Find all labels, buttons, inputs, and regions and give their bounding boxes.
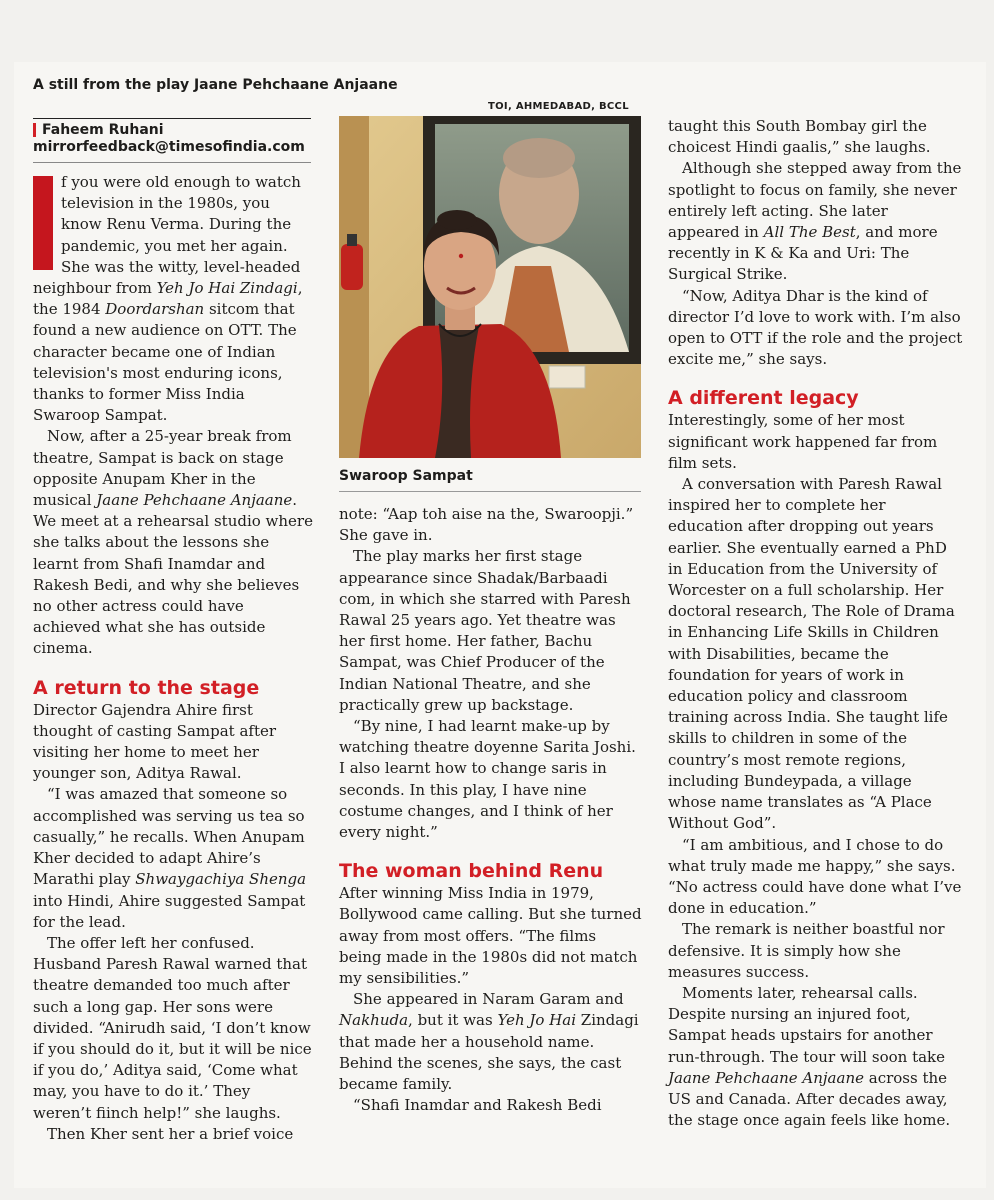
author-email: mirrorfeedback@timesofindia.com [33, 139, 305, 155]
subhead-different-legacy: A different legacy [668, 387, 859, 410]
paragraph: Although she stepped away from the spotlight to focus on family, she never entirely left acting. She later appeared in All The Best, and more recently in K & Ka and Uri: The Surgical Strike. [668, 159, 962, 284]
paragraph: She appeared in Naram Garam and Nakhuda, but it was Yeh Jo Hai Zindagi that made her a household name. Behind the scenes, she says, the cast became family. [339, 990, 639, 1094]
article-column-2 [339, 504, 643, 1116]
byline-divider [33, 162, 311, 163]
paragraph: After winning Miss India in 1979, Bollywood came calling. But she turned away from most offers. “The films being made in the 1980s did not match my sensibilities.” [339, 884, 642, 988]
paragraph: Interestingly, some of her most significant work happened far from film sets. [668, 411, 938, 472]
paragraph: The remark is neither boastful nor defensive. It is simply how she measures success. [668, 920, 945, 981]
drop-cap-i [33, 176, 53, 270]
paragraph: The offer left her confused. Husband Paresh Rawal warned that theatre demanded too much after such a long gap. Her sons were divided. “Anirudh said, ‘I don’t know if you should do it, but it will be nice if you do,’ Aditya said, ‘Come what may, you have to do it.’ They weren’t fiinch help!” she laughs. [33, 933, 312, 1122]
top-photo-caption: A still from the play Jaane Pehchaane Anjaane [33, 77, 398, 93]
paragraph: A conversation with Paresh Rawal inspired her to complete her education after dropping out years earlier. She eventually earned a PhD in Education from the University of Worcester on a full scholarship. Her doctoral research, The Role of Drama in Enhancing Life Skills in Children with Disabilities, became the foundation for years of work in education policy and classroom training across India. She taught life skills to children in some of the country’s most remote regions, including Bundeypada, a village whose name translates as “A Place Without God”. [668, 475, 955, 833]
paragraph: Now, after a 25-year break from theatre, Sampat is back on stage opposite Anupam Kher in the musical Jaane Pehchaane Anjaane. We meet at a rehearsal studio where she talks about the lessons she learnt from Shafi Inamdar and Rakesh Bedi, and why she believes no other actress could have achieved what she has outside cinema. [33, 427, 313, 658]
author-name: Faheem Ruhani [42, 122, 164, 138]
article-column-3 [668, 116, 964, 1131]
paragraph: “Shafi Inamdar and Rakesh Bedi [353, 1096, 602, 1115]
paragraph: “I was amazed that someone so accomplished was serving us tea so casually,” he recalls. When Anupam Kher decided to adapt Ahire’s Marathi play Shwaygachiya Shenga into Hindi, Ahire suggested Sampat for the lead. [33, 785, 307, 931]
article-column-1 [33, 172, 313, 1145]
paragraph: Moments later, rehearsal calls. Despite nursing an injured foot, Sampat heads upstairs for another run-through. The tour will soon take Jaane Pehchaane Anjaane across the US and Canada. After decades away, the stage once again feels like home. [668, 983, 951, 1130]
subhead-return-to-stage: A return to the stage [33, 676, 260, 699]
byline [33, 118, 311, 155]
portrait-photo [339, 116, 641, 458]
lead-paragraph: f you were old enough to watch television in the 1980s, you know Renu Verma. During the pandemic, you met her again. She was the witty, level-headed neighbour from Yeh Jo Hai Zindagi, the 1984 Doordarshan sitcom that found a new audience on OTT. The character became one of Indian television's most enduring icons, thanks to former Miss India Swaroop Sampat. [33, 173, 303, 425]
caption-divider [339, 491, 641, 492]
paragraph: “Now, Aditya Dhar is the kind of director I’d love to work with. I’m also open to OTT if the role and the project excite me,” she says. [668, 286, 963, 369]
paragraph: “By nine, I had learnt make-up by watching theatre doyenne Sarita Joshi. I also learnt how to change saris in seconds. In this play, I have nine costume changes, and I think of her every night.” [339, 717, 636, 842]
portrait-illustration [339, 116, 641, 458]
portrait-caption: Swaroop Sampat [339, 468, 473, 484]
paragraph: taught this South Bombay girl the choicest Hindi gaalis,” she laughs. [668, 117, 931, 157]
author-line [33, 122, 311, 138]
paragraph: Director Gajendra Ahire first thought of casting Sampat after visiting her home to meet her younger son, Aditya Rawal. [33, 700, 277, 783]
subhead-woman-behind-renu: The woman behind Renu [339, 860, 604, 883]
paragraph: Then Kher sent her a brief voice [47, 1124, 294, 1143]
byline-accent-bar [33, 123, 36, 137]
paragraph: The play marks her first stage appearance since Shadak/Barbaadi com, in which she starred with Paresh Rawal 25 years ago. Yet theatre was her first home. Her father, Bachu Sampat, was Chief Producer of the Indian National Theatre, and she practically grew up backstage. [339, 547, 631, 714]
paragraph: “I am ambitious, and I chose to do what truly made me happy,” she says. “No actress could have done what I’ve done in education.” [668, 835, 962, 918]
photo-credit: TOI, AHMEDABAD, BCCL [488, 101, 629, 112]
paragraph: note: “Aap toh aise na the, Swaroopji.” She gave in. [339, 505, 634, 545]
